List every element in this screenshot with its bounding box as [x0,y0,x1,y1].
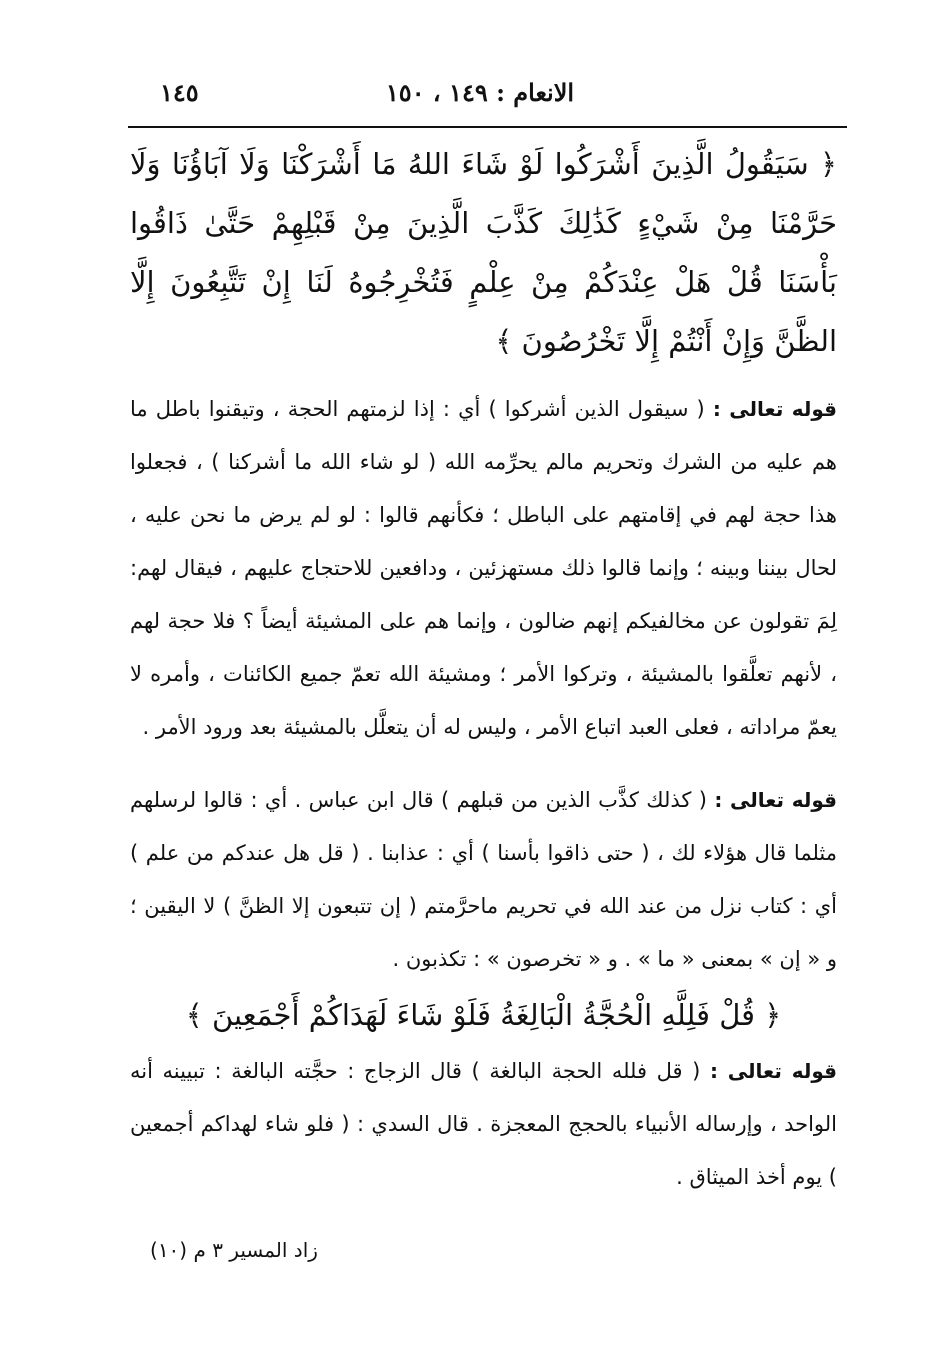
paragraph-text: ( قل فلله الحجة البالغة ) قال الزجاج : حجَّته البالغة : تبيينه أنه الواحد ، وإرساله الأنبياء بالحجج المعجزة . قال السدي : ( فلو شاء لهداكم أجمعين ) يوم أخذ الميثاق . [130,1059,837,1189]
paragraph-lead: قوله تعالى : [709,1059,838,1083]
page-number: ١٤٥ [160,78,199,107]
paragraph-lead: قوله تعالى : [712,397,837,421]
paragraph-text: ( سيقول الذين أشركوا ) أي : إذا لزمتهم الحجة ، وتيقنوا باطل ما هم عليه من الشرك وتحريم مالم يحرِّمه الله ( لو شاء الله ما أشركنا ) ، فجعلوا هذا حجة لهم في إقامتهم على الباطل ؛ فكأنهم قالوا : لو لم يرض ما نحن عليه ، لحال بيننا وبينه ؛ وإنما قالوا ذلك مستهزئين ، ودافعين للاحتجاج عليهم ، فيقال لهم: لِمَ تقولون عن مخالفيكم إنهم ضالون ، وإنما هم على المشيئة أيضاً ؟ فلا حجة لهم ، لأنهم تعلَّقوا بالمشيئة ، وتركوا الأمر ؛ ومشيئة الله تعمّ جميع الكائنات ، وأمره لا يعمّ مراداته ، فعلى العبد اتباع الأمر ، وليس له أن يتعلَّل بالمشيئة بعد ورود الأمر . [130,397,837,739]
commentary-paragraph-1 [130,383,837,754]
signature-footer: زاد المسير ٣ م (١٠) [150,1238,318,1262]
commentary-paragraph-3 [130,1045,837,1204]
commentary-paragraph-2 [130,774,837,986]
paragraph-text: ( كذلك كذَّب الذين من قبلهم ) قال ابن عباس . أي : قالوا لرسلهم مثلما قال هؤلاء لك ، ( حتى ذاقوا بأسنا ) أي : عذابنا . ( قل هل عندكم من علم ) أي : كتاب نزل من عند الله في تحريم ماحرَّمتم ( إن تتبعون إلا الظنَّ ) لا اليقين ؛ و « إن » بمعنى « ما » . و « تخرصون » : تكذبون . [130,788,837,971]
header-divider [128,126,847,128]
paragraph-lead: قوله تعالى : [714,788,837,812]
quran-verse-150: ﴿ قُلْ فَلِلَّهِ الْحُجَّةُ الْبَالِغَةُ فَلَوْ شَاءَ لَهَدَاكُمْ أَجْمَعِينَ ﴾ [185,998,782,1032]
page-body [130,135,837,1204]
quran-verse-149: ﴿ سَيَقُولُ الَّذِينَ أَشْرَكُوا لَوْ شَاءَ اللهُ مَا أَشْرَكْنَا وَلَا آبَاؤُنَا وَلَا حَرَّمْنَا مِنْ شَيْءٍ كَذَٰلِكَ كَذَّبَ الَّذِينَ مِنْ قَبْلِهِمْ حَتَّىٰ ذَاقُوا بَأْسَنَا قُلْ هَلْ عِنْدَكُمْ مِنْ عِلْمٍ فَتُخْرِجُوهُ لَنَا إِنْ تَتَّبِعُونَ إِلَّا الظَّنَّ وَإِنْ أَنْتُمْ إِلَّا تَخْرُصُونَ ﴾ [130,147,837,358]
surah-verse-reference: الانعام : ١٤٩ ، ١٥٠ [385,78,575,107]
running-header [120,78,840,118]
